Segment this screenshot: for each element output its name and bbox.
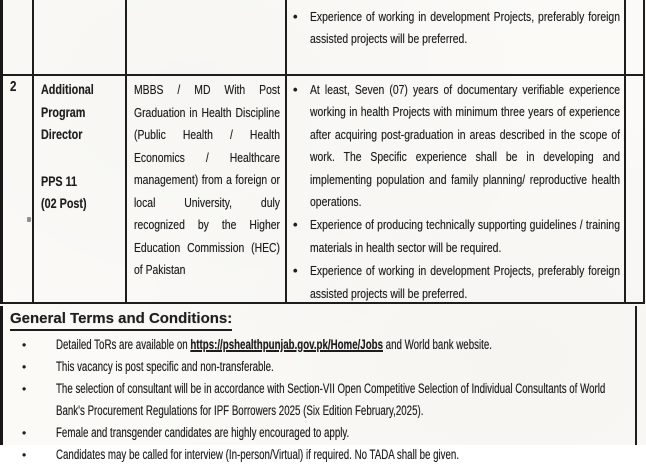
- post-count: (02 Post): [41, 196, 87, 211]
- list-item: [10, 378, 627, 422]
- table-row: [3, 76, 645, 304]
- empty-end-cell: [626, 0, 645, 74]
- serial-cell: [3, 76, 34, 302]
- list-item: [293, 6, 620, 51]
- experience-bullet-list: [293, 6, 620, 51]
- experience-bullet-text: At least, Seven (07) years of documentary verifiable experience working in health Projects with minimum three years of experience after acquiring post-graduation in areas described in the scope of work. The Specific experience shall be in developing and implementing population and family planning/ reproductive health operations.: [310, 82, 620, 210]
- post-name-cell: [34, 0, 127, 74]
- list-item: [293, 79, 620, 213]
- bullet-icon: [10, 356, 56, 378]
- empty-end-cell: [626, 76, 645, 302]
- list-item: [293, 214, 620, 259]
- bullet-icon: [293, 6, 310, 51]
- bullet-icon: [293, 79, 310, 213]
- experience-bullet-text: Experience of producing technically supporting guidelines / training materials in health sector will be required.: [310, 217, 620, 255]
- general-terms-heading: General Terms and Conditions:: [10, 309, 232, 331]
- scan-artifact-dot: [27, 217, 31, 222]
- list-item: [10, 356, 627, 378]
- bullet-icon: [10, 378, 56, 422]
- general-terms-section: [0, 306, 637, 462]
- serial-cell: [3, 0, 34, 74]
- bullet-icon: [293, 214, 310, 259]
- terms-text-suffix: and World bank website.: [382, 337, 492, 352]
- post-title: Additional Program Director: [41, 82, 94, 142]
- post-name-cell: [34, 76, 127, 302]
- experience-cell: [287, 76, 626, 302]
- jobs-url-text: https://pshealthpunjab.gov.pk/Home/Jobs: [190, 337, 383, 352]
- table-row: [3, 0, 645, 76]
- terms-bullet-text: Female and transgender candidates are highly encouraged to apply.: [56, 425, 350, 440]
- list-item: [10, 334, 627, 356]
- bullet-icon: [293, 260, 310, 305]
- terms-bullet-text: [56, 334, 627, 356]
- list-item: [10, 444, 627, 466]
- list-item: [10, 422, 627, 444]
- list-item: [293, 260, 620, 305]
- post-grade: PPS 11: [41, 173, 78, 189]
- bullet-icon: [10, 444, 56, 466]
- qualification-cell: [127, 0, 287, 74]
- terms-bullet-text: Candidates may be called for interview (In-person/Virtual) if required. No TADA shall be given.: [56, 447, 460, 462]
- serial-number: 2: [10, 79, 17, 95]
- bullet-icon: [10, 334, 56, 356]
- experience-bullet-text: Experience of working in development Projects, preferably foreign assisted projects will be preferred.: [310, 263, 620, 301]
- experience-bullet-list: [293, 79, 620, 305]
- terms-text-prefix: Detailed ToRs are available on: [56, 337, 191, 352]
- qualification-text: MBBS / MD With Post Graduation in Health Discipline (Public Health / Health Economics / Healthcare management) from a foreign or local University, duly recognized by the Higher Education Commission (HEC) of Pakistan: [134, 82, 280, 277]
- qualification-cell: [127, 76, 287, 302]
- experience-cell: [287, 0, 626, 74]
- bullet-icon: [10, 422, 56, 444]
- experience-bullet-text: Experience of working in development Projects, preferably foreign assisted projects will be preferred.: [310, 9, 620, 47]
- terms-bullet-list: [10, 334, 627, 466]
- terms-bullet-text: The selection of consultant will be in accordance with Section-VII Open Competitive Selection of Individual Consultants of World Bank's Procurement Regulations for IPF Borrowers 2025 (Six Edition February,2025).: [56, 381, 606, 418]
- terms-bullet-text: This vacancy is post specific and non-transferable.: [56, 359, 274, 374]
